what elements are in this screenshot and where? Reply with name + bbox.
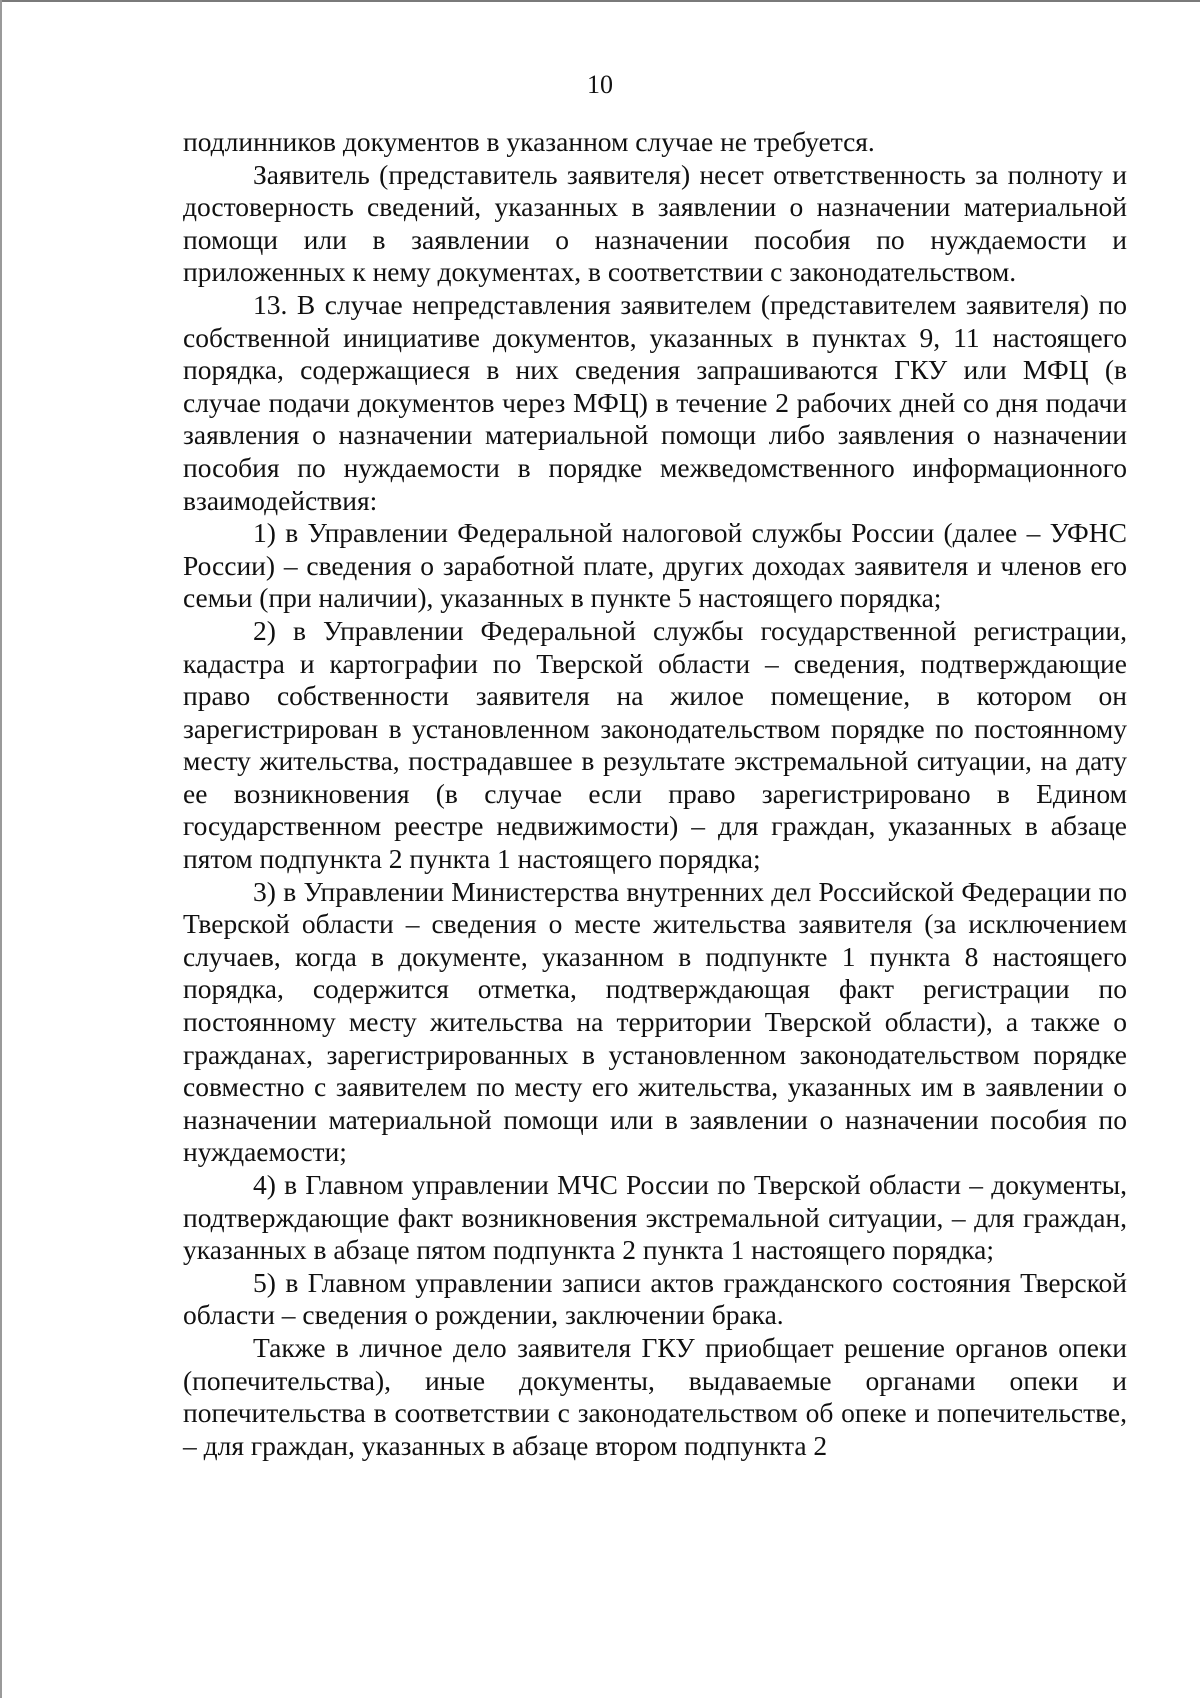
scan-top-edge bbox=[0, 0, 1200, 2]
paragraph-subitem-5: 5) в Главном управлении записи актов гражданского состояния Тверской области – сведения о рождении, заключении брака. bbox=[183, 1266, 1127, 1331]
paragraph-guardianship: Также в личное дело заявителя ГКУ приобщает решение органов опеки (попечительства), иные документы, выдаваемые органами опеки и попечительства в соответствии с законодательством об опеке и попечительстве, – для граждан, указанных в абзаце втором подпункта 2 bbox=[183, 1331, 1127, 1461]
paragraph-item-13: 13. В случае непредставления заявителем (представителем заявителя) по собственной инициативе документов, указанных в пунктах 9, 11 настоящего порядка, содержащиеся в них сведения запрашиваются ГКУ или МФЦ (в случае подачи документов через МФЦ) в течение 2 рабочих дней со дня подачи заявления о назначении материальной помощи либо заявления о назначении пособия по нуждаемости в порядке межведомственного информационного взаимодействия: bbox=[183, 288, 1127, 516]
document-body bbox=[183, 126, 1127, 1462]
page-number: 10 bbox=[587, 70, 613, 99]
paragraph-subitem-3: 3) в Управлении Министерства внутренних дел Российской Федерации по Тверской области – сведения о месте жительства заявителя (за исключением случаев, когда в документе, указанном в подпункте 1 пункта 8 настоящего порядка, содержится отметка, подтверждающая факт регистрации по постоянному месту жительства на территории Тверской области), а также о гражданах, зарегистрированных в установленном законодательством порядке совместно с заявителем по месту его жительства, указанных им в заявлении о назначении материальной помощи или в заявлении о назначении пособия по нуждаемости; bbox=[183, 875, 1127, 1168]
paragraph-continuation: подлинников документов в указанном случае не требуется. bbox=[183, 126, 875, 157]
paragraph-subitem-1: 1) в Управлении Федеральной налоговой службы России (далее – УФНС России) – сведения о заработной плате, других доходах заявителя и членов его семьи (при наличии), указанных в пункте 5 настоящего порядка; bbox=[183, 517, 1127, 614]
paragraph-subitem-2: 2) в Управлении Федеральной службы государственной регистрации, кадастра и картографии по Тверской области – сведения, подтверждающие право собственности заявителя на жилое помещение, в котором он зарегистрирован в установленном законодательством порядке по постоянному месту жительства, пострадавшее в результате экстремальной ситуации, на дату ее возникновения (в случае если право зарегистрировано в Едином государственном реестре недвижимости) – для граждан, указанных в абзаце пятом подпункта 2 пункта 1 настоящего порядка; bbox=[183, 614, 1127, 875]
paragraph-applicant-responsibility: Заявитель (представитель заявителя) несет ответственность за полноту и достоверность сведений, указанных в заявлении о назначении материальной помощи или в заявлении о назначении пособия по нуждаемости и приложенных к нему документах, в соответствии с законодательством. bbox=[183, 158, 1127, 288]
paragraph-subitem-4: 4) в Главном управлении МЧС России по Тверской области – документы, подтверждающие факт возникновения экстремальной ситуации, – для граждан, указанных в абзаце пятом подпункта 2 пункта 1 настоящего порядка; bbox=[183, 1169, 1127, 1266]
scan-left-edge bbox=[0, 0, 2, 1698]
